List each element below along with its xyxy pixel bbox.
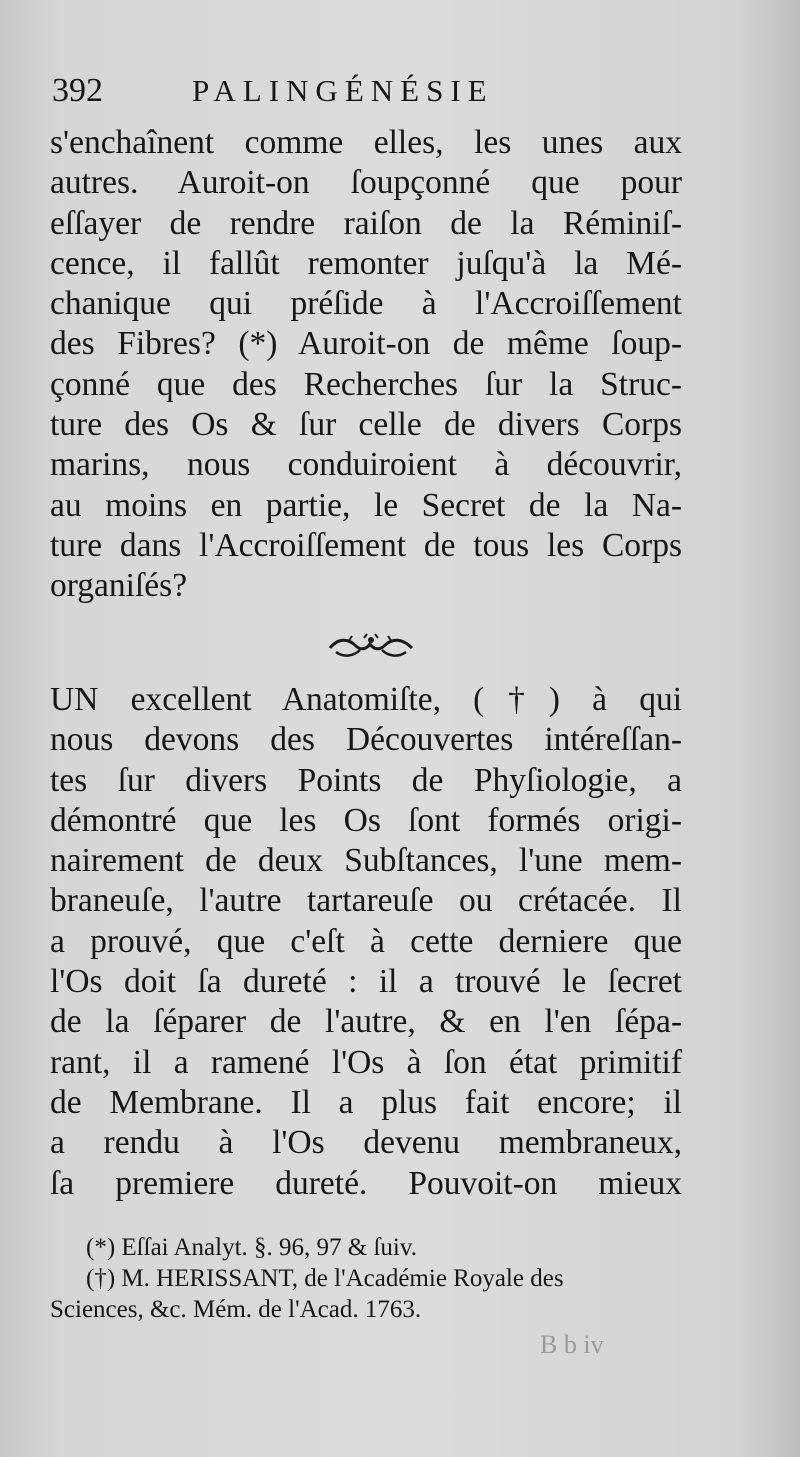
footnotes xyxy=(50,1232,690,1325)
text-line: des Fibres? (*) Auroit-on de même ſoup- xyxy=(50,325,682,363)
text-line: chanique qui préſide à l'Accroiſſement xyxy=(50,285,682,323)
text-line: marins, nous conduiroient à découvrir, xyxy=(50,446,682,484)
text-line: ture des Os & ſur celle de divers Corps xyxy=(50,406,682,444)
text-line: organiſés? xyxy=(50,567,188,605)
text-line: nous devons des Découvertes intéreſſan- xyxy=(50,721,682,759)
text-line: s'enchaînent comme elles, les unes aux xyxy=(50,124,682,161)
text-line: a prouvé, que c'eſt à cette derniere que xyxy=(50,922,682,960)
page-header xyxy=(52,66,752,116)
text-line: tes ſur divers Points de Phyſiologie, a xyxy=(50,761,682,799)
text-line: çonné que des Recherches ſur la Struc- xyxy=(50,365,682,403)
text-line: de Membrane. Il a plus fait encore; il xyxy=(50,1083,682,1121)
page-number: 392 xyxy=(52,72,103,109)
text-line: nairement de deux Subſtances, l'une mem- xyxy=(50,842,682,880)
footnote-1: (*) Eſſai Analyt. §. 96, 97 & ſuiv. xyxy=(86,1234,417,1261)
text-line: de la ſéparer de l'autre, & en l'en ſépa- xyxy=(50,1003,682,1041)
text-line: au moins en partie, le Secret de la Na- xyxy=(50,486,682,524)
text-line: démontré que les Os ſont formés origi- xyxy=(50,801,682,839)
footnote-2-continued: Sciences, &c. Mém. de l'Acad. 1763. xyxy=(50,1296,422,1323)
text-line: rant, il a ramené l'Os à ſon état primitif xyxy=(50,1043,682,1081)
text-line: cence, il fallût remonter juſqu'à la Mé- xyxy=(50,244,682,282)
text-line: ſa premiere dureté. Pouvoit-on mieux xyxy=(50,1164,682,1202)
running-title: PALINGÉNÉSIE xyxy=(192,73,494,108)
text-line: l'Os doit ſa dureté : il a trouvé le ſecret xyxy=(50,963,682,1001)
text-line: eſſayer de rendre raiſon de la Réminiſ- xyxy=(50,204,682,242)
footnote-2: (†) M. HERISSANT, de l'Académie Royale des xyxy=(86,1265,564,1292)
text-line: braneuſe, l'autre tartareuſe ou crétacée. Il xyxy=(50,882,682,920)
text-line: a rendu à l'Os devenu membraneux, xyxy=(50,1124,682,1162)
text-line: UN excellent Anatomiſte, (†) à qui xyxy=(50,681,682,718)
text-line: ture dans l'Accroiſſement de tous les Corps xyxy=(50,526,682,564)
paragraph-1 xyxy=(50,123,682,607)
text-line: autres. Auroit-on ſoupçonné que pour xyxy=(50,164,682,202)
paragraph-2 xyxy=(50,680,682,1204)
floral-ornament-icon xyxy=(326,632,416,660)
signature-mark: B b iv xyxy=(540,1330,604,1359)
